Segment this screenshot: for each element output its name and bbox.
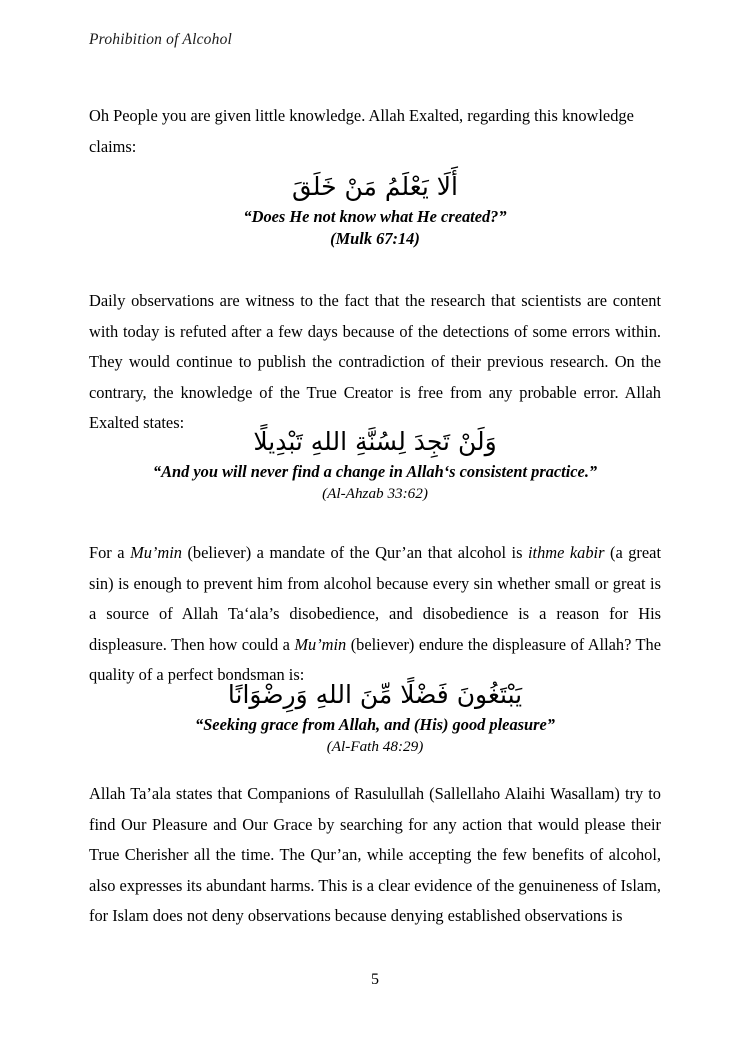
quote-block-1 [89, 168, 661, 249]
paragraph-mumin [89, 538, 661, 691]
term-mumin-1: Mu’min [130, 543, 182, 562]
paragraph-intro [89, 101, 661, 162]
running-header: Prohibition of Alcohol [89, 31, 233, 48]
quote-block-3 [89, 676, 661, 757]
verse-translation-3: “Seeking grace from Allah, and (His) good pleasure” [195, 714, 555, 734]
quote-block-2 [89, 423, 661, 504]
verse-translation-2: “And you will never find a change in Allah‘s consistent practice.” [152, 461, 598, 481]
term-ithme-kabir: ithme kabir [527, 543, 605, 562]
term-mumin-2: Mu’min [294, 634, 347, 654]
par-mumin-seg2: (believer) a mandate of the Qur’an that alcohol is [181, 543, 528, 562]
paragraph-intro-line1: Oh People you are given little knowledge. Allah Exalted, regarding this [89, 106, 558, 125]
arabic-verse-3: يَبْتَغُونَ فَضْلًا مِّنَ اللهِ وَرِضْوَانًا [227, 680, 523, 709]
par-mumin-seg1: For a [89, 543, 131, 562]
paragraph-companions: Allah Ta’ala states that Companions of Rasulullah (Sallellaho Alaihi Wasallam) try to find Our Pleasure and Our Grace by searching for any action that would please their True Cherisher all the time. The Qur’an, while accepting the few benefits of alcohol, also expresses its abundant harms. This is a clear evidence of the genuineness of Islam, for Islam does not deny observations because denying established observations is [89, 784, 661, 925]
par-mumin-seg4: (believer) endure the displeasure of Allah? The quality of a perfect bondsman is: [89, 634, 662, 684]
arabic-verse-1: أَلَا يَعْلَمُ مَنْ خَلَقَ [292, 172, 458, 201]
text-column [89, 0, 661, 1062]
verse-citation-2: (Al-Ahzab 33:62) [322, 484, 428, 502]
verse-citation-1: (Mulk 67:14) [330, 228, 420, 248]
par-mumin-seg3: (a great sin) is enough to prevent him from alcohol because every sin whether small or great is a source of Allah Ta‘ala’s disobedience, and disobedience is a reason for His displeasure. Then how could a [89, 543, 661, 654]
page-number: 5 [371, 971, 379, 988]
verse-translation-1: “Does He not know what He created?” [243, 206, 507, 226]
paragraph-observations: Daily observations are witness to the fact that the research that scientists are content with today is refuted after a few days because of the detections of some errors within. They would continue to publish the contradiction of their previous research. On the contrary, the knowledge of the True Creator is free from any probable error. Allah Exalted states: [89, 291, 661, 432]
paragraph-intro-line2: knowledge claims: [89, 106, 634, 156]
verse-citation-3: (Al-Fath 48:29) [326, 737, 424, 755]
arabic-verse-2: وَلَنْ تَجِدَ لِسُنَّةِ اللهِ تَبْدِيلًا [253, 427, 497, 456]
